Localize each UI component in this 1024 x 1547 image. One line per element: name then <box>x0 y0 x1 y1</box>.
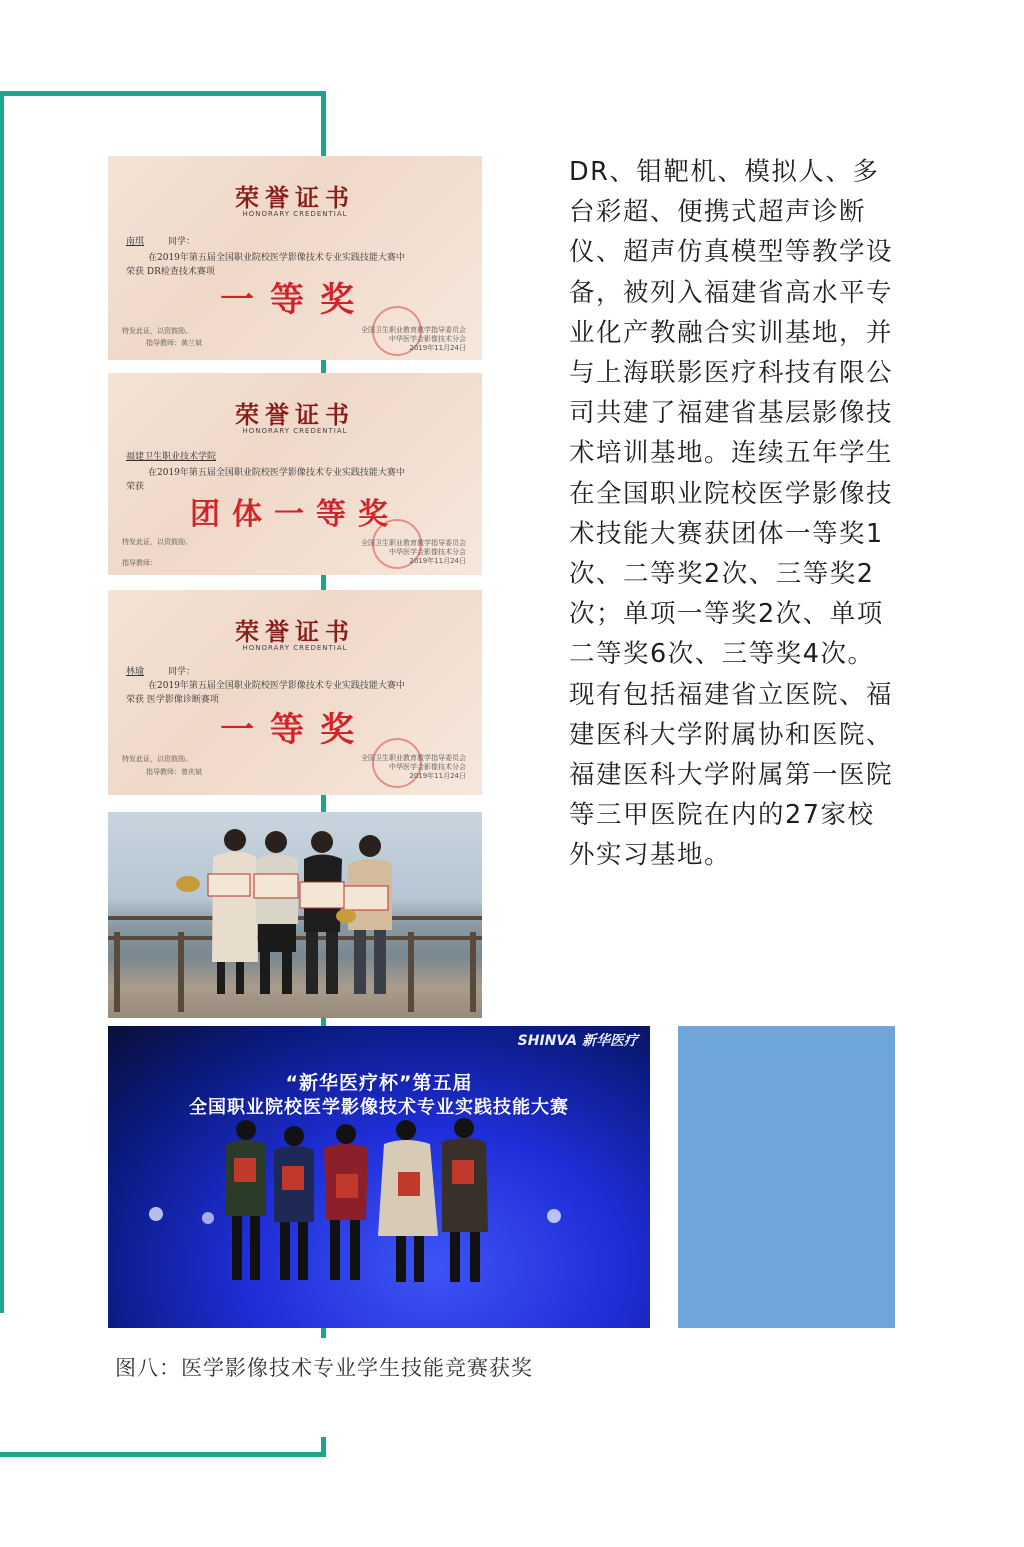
decorative-blue-panel <box>678 1026 895 1328</box>
people-figures <box>108 812 482 1018</box>
frame-line-left <box>0 91 4 1313</box>
frame-line-connector <box>321 575 326 591</box>
frame-line-connector <box>321 1328 326 1338</box>
certificate-issuer: 全国卫生职业教育教学指导委员会 中华医学会影像技术分会 2019年11月24日 <box>361 326 466 352</box>
frame-line-connector <box>321 795 326 812</box>
certificate-recipient: 南琪 <box>126 237 145 247</box>
certificate-line: 在2019年第五届全国职业院校医学影像技术专业实践技能大赛中 <box>148 681 405 691</box>
certificate-subtitle: HONORARY CREDENTIAL <box>242 210 348 218</box>
certificate-line: 荣获 医学影像诊断赛项 <box>126 695 219 705</box>
certificate-teacher: 指导教师：曾庆斌 <box>146 768 202 776</box>
certificate-subtitle: HONORARY CREDENTIAL <box>242 644 348 652</box>
sponsor-logo: SHINVA 新华医疗 <box>517 1033 638 1049</box>
certificate-line: 在2019年第五届全国职业院校医学影像技术专业实践技能大赛中 <box>148 468 405 478</box>
certificate-award: 一等奖 <box>220 280 370 320</box>
frame-line-top <box>0 91 326 96</box>
certificate-note: 特发此证，以资鼓励。 <box>122 538 192 546</box>
certificate-note: 特发此证，以资鼓励。 <box>122 327 192 335</box>
certificate-image <box>108 373 482 575</box>
people-figures <box>108 1026 650 1328</box>
award-ceremony-photo <box>108 1026 650 1328</box>
certificate-teacher: 指导教师： <box>122 559 157 567</box>
stage-banner-subtitle: 全国职业院校医学影像技术专业实践技能大赛 <box>189 1097 569 1118</box>
certificate-teacher: 指导教师：黄兰斌 <box>146 339 202 347</box>
certificate-line: 在2019年第五届全国职业院校医学影像技术专业实践技能大赛中 <box>148 253 405 263</box>
certificate-issuer: 全国卫生职业教育教学指导委员会 中华医学会影像技术分会 2019年11月24日 <box>361 539 466 565</box>
body-paragraph: DR、钼靶机、模拟人、多台彩超、便携式超声诊断仪、超声仿真模型等教学设备，被列入福建省高水平专业化产教融合实训基地，并与上海联影医疗科技有限公司共建了福建省基层影像技术培训基地。连续五年学生在全国职业院校医学影像技术技能大赛获团体一等奖1次、二等奖2次、三等奖2次；单项一等奖2次、单项二等奖6次、三等奖4次。现有包括福建省立医院、福建医科大学附属协和医院、福建医科大学附属第一医院等三甲医院在内的27家校外实习基地。 <box>569 157 894 871</box>
certificate-image: 荣誉证书 HONORARY CREDENTIAL 南琪 同学： 在2019年第五届全国职业院校医学影像技术专业实践技能大赛中 荣获 DR检查技术赛项 一等奖 特发此证，以资鼓励。 指导教师：黄兰斌 全国卫生职业教育教学指导委员会 中华医学会影像技术分会 2019年11月24日 <box>108 156 482 360</box>
certificate-recipient: 林瑜 <box>126 667 145 677</box>
figure-caption: 图八：医学影像技术专业学生技能竞赛获奖 <box>115 1356 533 1380</box>
certificate-award: 团体一等奖 <box>190 497 400 532</box>
frame-line-connector <box>321 1018 326 1026</box>
certificate-title: 荣誉证书 <box>235 617 355 646</box>
frame-line-right <box>321 91 326 157</box>
group-photo-outdoor <box>108 812 482 1018</box>
certificate-subtitle: HONORARY CREDENTIAL <box>242 427 348 435</box>
certificate-recipient: 福建卫生职业技术学院 <box>126 452 217 462</box>
certificate-title: 荣誉证书 <box>235 400 355 429</box>
frame-line-bottom-right <box>321 1437 326 1457</box>
certificate-line: 荣获 DR检查技术赛项 <box>126 267 215 277</box>
certificate-issuer: 全国卫生职业教育教学指导委员会 中华医学会影像技术分会 2019年11月24日 <box>361 754 466 780</box>
frame-line-bottom <box>0 1452 326 1457</box>
certificate-award: 一等奖 <box>220 710 370 750</box>
certificate-image: 荣誉证书 HONORARY CREDENTIAL 林瑜 同学： 在2019年第五届全国职业院校医学影像技术专业实践技能大赛中 荣获 医学影像诊断赛项 一等奖 特发此证，以资鼓励。 指导教师：曾庆斌 全国卫生职业教育教学指导委员会 中华医学会影像技术分会 2019年11月24日 <box>108 590 482 795</box>
stage-banner-title: “新华医疗杯”第五届 <box>285 1072 473 1094</box>
certificate-line: 荣获 <box>126 482 145 492</box>
certificate-note: 特发此证，以资鼓励。 <box>122 755 192 763</box>
certificate-title: 荣誉证书 <box>235 183 355 212</box>
